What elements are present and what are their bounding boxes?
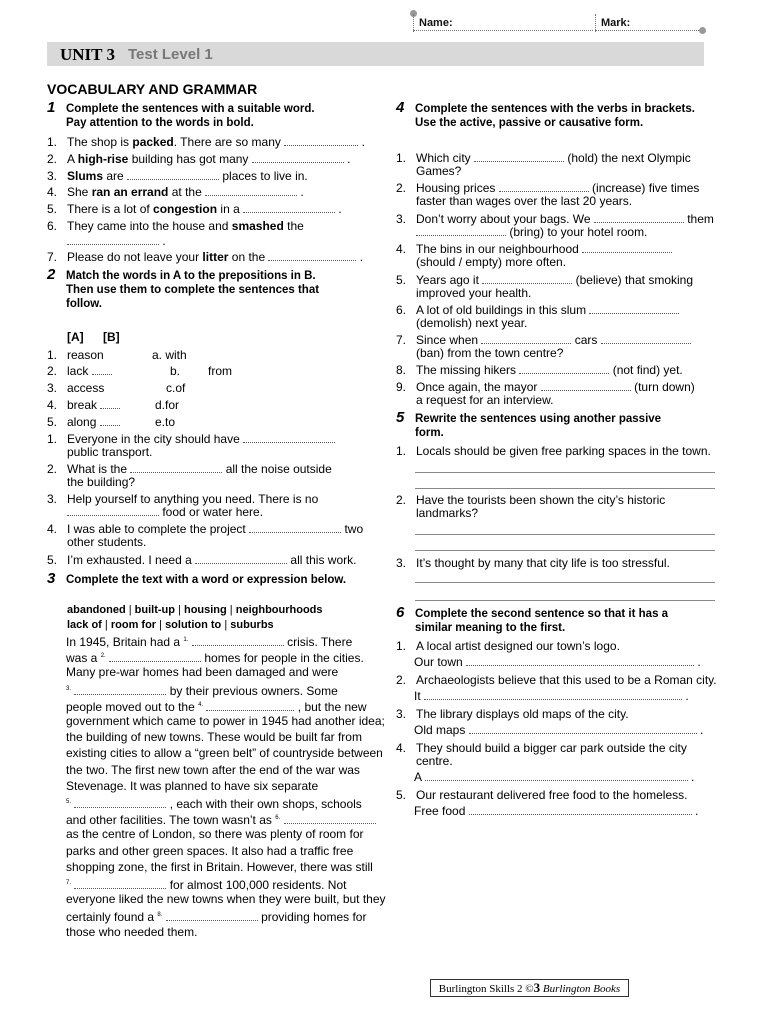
item-number: 3. (47, 381, 58, 395)
item-number: 3. (47, 169, 58, 183)
item-number: 4. (47, 185, 58, 199)
instruction-line: Then use them to complete the sentences that (66, 284, 320, 296)
publisher-name: Burlington Books (542, 983, 621, 995)
footer-credit (430, 979, 629, 997)
sentence: Our restaurant delivered free food to the homeless. (416, 788, 688, 802)
sentence: It’s thought by many that city life is too stressful. (416, 556, 670, 570)
sentence-continued: other students. (67, 535, 147, 549)
word-separator: | (125, 604, 135, 616)
word-separator: | (156, 619, 166, 631)
sentence-start: Our town . (414, 655, 701, 669)
text-line: parks and other green spaces. It also had a traffic free (66, 843, 354, 858)
answer-blank[interactable] (67, 233, 159, 245)
answer-blank[interactable] (205, 184, 297, 196)
text-line: people moved out to the $^{4.}$ , but the new (66, 699, 367, 714)
preposition-b: b. (170, 364, 181, 378)
corner-dot (699, 27, 706, 34)
answer-blank[interactable] (481, 332, 571, 344)
gap-number: 1. (183, 637, 189, 643)
sentence: Help yourself to anything you need. There is no (67, 492, 319, 506)
sentence-continued: landmarks? (416, 506, 479, 520)
preposition-b: a. with (152, 348, 187, 362)
word-option: solution to (165, 619, 222, 631)
text-line: $^{7.}$ for almost 100,000 residents. Not (66, 878, 347, 892)
text-line: was a $^{2.}$ homes for people in the cities. (66, 651, 364, 666)
sentence-continued: centre. (416, 754, 453, 768)
item-number: 1. (396, 444, 407, 458)
sentence-start: Old maps . (414, 723, 704, 737)
text-line: as the centre of London, so there was plenty of room for (66, 827, 364, 842)
item-number: 7. (396, 333, 407, 347)
sentence: A high-rise building has got many . (67, 152, 351, 166)
item-number: 3. (396, 212, 407, 226)
sentence-start: It . (414, 689, 689, 703)
item-number: 3. (396, 556, 407, 570)
answer-blank[interactable] (284, 812, 376, 824)
sentence-start: Free food . (414, 804, 699, 818)
key-word: litter (202, 250, 229, 264)
sentence-continued: (should / empty) more often. (416, 255, 567, 269)
text-line: shopping zone, the first in Britain. However, there was still (66, 859, 373, 874)
answer-blank[interactable] (127, 168, 219, 180)
sentence: The missing hikers (not find) yet. (416, 363, 683, 377)
item-number: 1. (47, 135, 58, 149)
answer-blank[interactable] (195, 552, 287, 564)
gap-number: 4. (198, 701, 204, 708)
text-line: government which came to power in 1945 had another idea; (66, 714, 385, 728)
sentence: The library displays old maps of the city. (416, 707, 629, 721)
answer-blank[interactable] (474, 150, 564, 162)
item-number: 1. (396, 639, 407, 653)
text-line: and other facilities. The town wasn’t as $^{6.}$ (66, 810, 376, 828)
word-separator: | (174, 604, 184, 616)
exercise-instruction (66, 102, 315, 130)
answer-blank[interactable] (482, 272, 572, 284)
instruction-line: Match the words in A to the prepositions in B. (66, 270, 316, 282)
answer-blank[interactable] (100, 414, 120, 426)
word-option: room for (110, 619, 157, 631)
sentence-continued: a request for an interview. (416, 393, 554, 407)
sentence: Once again, the mayor (turn down) (416, 380, 695, 394)
item-number: 4. (47, 522, 58, 536)
instruction-line: Complete the sentences with the verbs in brackets. (415, 103, 695, 115)
item-number: 5. (396, 273, 407, 287)
sentence-continued: (bring) to your hotel room. (416, 224, 647, 240)
item-number: 5. (47, 553, 58, 567)
sentence: Housing prices (increase) five times (416, 181, 700, 195)
text-line: Many pre-war homes had been damaged and were (66, 665, 339, 680)
key-word: congestion (153, 202, 218, 216)
sentence: The bins in our neighbourhood (416, 241, 672, 257)
answer-blank[interactable] (243, 201, 335, 213)
exercise-number: 2 (47, 266, 56, 283)
answer-blank[interactable] (499, 180, 589, 192)
sentence: They should build a bigger car park outside the city (416, 741, 687, 755)
publisher-logo: 3 (533, 980, 541, 995)
sentence: I was able to complete the project two (67, 522, 364, 536)
item-number: 7. (47, 250, 58, 264)
word-option: lack of (67, 619, 102, 631)
column-a-header: [A] (67, 330, 84, 344)
gap-number: 2. (100, 653, 106, 660)
text-line: $^{5.}$ , each with their own shops, schools (66, 797, 362, 811)
answer-blank[interactable] (541, 379, 631, 391)
instruction-line: Complete the second sentence so that it has a (415, 608, 669, 620)
sentence-continued: faster than wages over the last 20 years. (416, 194, 633, 208)
item-number: 5. (396, 788, 407, 802)
word-a: access (67, 381, 105, 395)
item-number: 2. (396, 493, 407, 507)
instruction-line: Use the active, passive or causative form. (415, 117, 644, 129)
exercise-number: 5 (396, 409, 405, 426)
text-line: the two. The first new town after the end of the war was (66, 762, 360, 777)
sentence: Since when cars (416, 332, 691, 348)
exercise-instruction: Complete the text with a word or expression below. (66, 574, 347, 586)
instruction-line: Complete the sentences with a suitable word. (66, 103, 315, 115)
item-number: 5. (47, 202, 58, 216)
answer-line[interactable] (415, 582, 715, 583)
section-title: VOCABULARY AND GRAMMAR (47, 81, 258, 97)
exercise-number: 1 (47, 99, 56, 116)
gap-number: 5. (66, 799, 72, 805)
sentence-continued: the building? (67, 475, 136, 489)
exercise-instruction (66, 269, 319, 311)
answer-blank[interactable] (424, 688, 682, 700)
sentence: She ran an errand at the . (67, 185, 304, 199)
gap-number: 8. (157, 912, 163, 919)
gap-number: 6. (275, 815, 281, 822)
footer-text: Burlington Skills 2 © (438, 983, 534, 995)
item-number: 9. (396, 380, 407, 394)
text-line: $^{3.}$ by their previous owners. Some (66, 683, 338, 698)
item-number: 1. (396, 151, 407, 165)
exercise-number: 3 (47, 570, 56, 587)
word-option: neighbourhoods (235, 604, 323, 616)
word-option: built-up (134, 604, 175, 616)
answer-blank[interactable] (74, 683, 166, 695)
item-number: 1. (47, 348, 58, 362)
preposition-b: d.for (155, 398, 180, 412)
answer-blank[interactable] (582, 241, 672, 253)
text-line: Stevenage. It was planned to have six separate (66, 778, 319, 793)
answer-blank[interactable] (67, 504, 159, 516)
item-number: 8. (396, 363, 407, 377)
sentence: Archaeologists believe that this used to be a Roman city. (416, 673, 717, 687)
instruction-line: similar meaning to the first. (415, 622, 566, 634)
answer-blank[interactable] (109, 650, 201, 662)
key-word: packed (132, 135, 174, 149)
sentence: Which city (hold) the next Olympic (416, 151, 691, 165)
sentence-continued: (ban) from the town centre? (416, 346, 564, 360)
word-separator: | (226, 604, 236, 616)
unit-header-band (47, 42, 704, 66)
item-number: 3. (47, 492, 58, 506)
word-a: break (67, 397, 120, 413)
answer-blank[interactable] (425, 769, 688, 781)
word-a: along (67, 414, 120, 430)
word-separator: | (221, 619, 231, 631)
instruction-line: Pay attention to the words in bold. (66, 117, 254, 129)
answer-blank[interactable] (130, 461, 222, 473)
answer-blank[interactable] (249, 521, 341, 533)
item-number: 2. (47, 462, 58, 476)
answer-blank[interactable] (466, 654, 694, 666)
instruction-line: form. (415, 427, 444, 439)
sentence: A lot of old buildings in this slum (416, 302, 679, 318)
unit-title: UNIT 3 (60, 45, 115, 64)
item-number: 6. (47, 219, 58, 233)
mark-field[interactable] (595, 30, 703, 31)
preposition-b: from (208, 364, 232, 378)
text-line: In 1945, Britain had a $^{1.}$ crisis. There (66, 635, 353, 649)
mark-label: Mark: (601, 17, 631, 29)
sentence: I’m exhausted. I need a all this work. (67, 553, 357, 567)
sentence: Years ago it (believe) that smoking (416, 273, 694, 287)
text-line: those who needed them. (66, 924, 198, 939)
key-word: ran an errand (91, 185, 169, 199)
answer-line[interactable] (415, 600, 715, 601)
key-word: high-rise (77, 152, 129, 166)
text-line: certainly found a $^{8.}$ providing homes for (66, 910, 367, 925)
text-line: the building of new towns. These would be built far from (66, 730, 362, 745)
sentence: What is the all the noise outside (67, 462, 332, 476)
answer-line[interactable] (415, 472, 715, 473)
answer-blank[interactable] (92, 363, 112, 375)
answer-blank[interactable] (469, 803, 692, 815)
item-number: 4. (396, 242, 407, 256)
answer-line[interactable] (415, 550, 715, 551)
word-a: lack (67, 363, 112, 379)
sentence-continued: (demolish) next year. (416, 316, 528, 330)
sentence: Don’t worry about your bags. We them (416, 212, 714, 226)
word-a: reason (67, 348, 104, 362)
answer-blank[interactable] (519, 362, 609, 374)
sentence-continued: . (67, 233, 166, 249)
sentence-continued: food or water here. (67, 504, 263, 520)
name-mark-box (413, 14, 703, 32)
instruction-line: Rewrite the sentences using another passive (415, 413, 662, 425)
answer-blank[interactable] (589, 302, 679, 314)
sentence: Everyone in the city should have (67, 431, 335, 447)
exercise-instruction (415, 102, 695, 130)
item-number: 1. (47, 432, 58, 446)
item-number: 2. (47, 152, 58, 166)
item-number: 3. (396, 707, 407, 721)
sentence: Slums are places to live in. (67, 169, 308, 183)
answer-blank[interactable] (601, 332, 691, 344)
exercise-instruction (415, 607, 668, 635)
answer-blank[interactable] (594, 211, 684, 223)
answer-line[interactable] (415, 488, 715, 489)
answer-blank[interactable] (243, 431, 335, 443)
exercise-number: 6 (396, 604, 405, 621)
text-line: existing cities to allow a “green belt” of countryside between (66, 746, 383, 761)
key-word: Slums (67, 169, 104, 183)
answer-blank[interactable] (284, 134, 358, 146)
answer-blank[interactable] (268, 249, 356, 261)
answer-blank[interactable] (416, 224, 506, 236)
item-number: 6. (396, 303, 407, 317)
sentence: Locals should be given free parking spaces in the town. (416, 444, 711, 458)
preposition-b: e.to (155, 415, 176, 429)
word-box-line (67, 618, 323, 633)
answer-blank[interactable] (74, 796, 166, 808)
sentence: They came into the house and smashed the (67, 219, 304, 233)
name-field[interactable] (413, 30, 593, 31)
key-word: smashed (231, 219, 284, 233)
sentence-continued: public transport. (67, 445, 153, 459)
exercise-number: 4 (396, 99, 405, 116)
item-number: 5. (47, 415, 58, 429)
test-level: Test Level 1 (128, 46, 213, 63)
preposition-b: c.of (166, 381, 186, 395)
answer-blank[interactable] (469, 722, 697, 734)
answer-line[interactable] (415, 534, 715, 535)
item-number: 4. (47, 398, 58, 412)
item-number: 2. (396, 181, 407, 195)
gap-number: 7. (66, 880, 72, 886)
gap-number: 3. (66, 685, 72, 692)
sentence: A local artist designed our town’s logo. (416, 639, 620, 653)
word-separator: | (101, 619, 111, 631)
text-line: everyone liked the new towns when they were built, but they (66, 892, 386, 907)
answer-blank[interactable] (166, 909, 258, 921)
instruction-line: follow. (66, 298, 102, 310)
item-number: 4. (396, 741, 407, 755)
word-option: abandoned (67, 604, 126, 616)
sentence: Have the tourists been shown the city’s historic (416, 493, 666, 507)
word-box-line (67, 603, 323, 618)
name-label: Name: (419, 17, 453, 29)
answer-blank[interactable] (100, 397, 120, 409)
sentence-start: A . (414, 770, 695, 784)
word-option: suburbs (230, 619, 274, 631)
answer-blank[interactable] (192, 634, 284, 646)
item-number: 2. (47, 364, 58, 378)
answer-blank[interactable] (252, 151, 344, 163)
exercise-instruction (415, 412, 661, 440)
word-option: housing (183, 604, 227, 616)
sentence: Please do not leave your litter on the . (67, 250, 364, 264)
sentence-continued: Games? (416, 164, 462, 178)
column-b-header: [B] (103, 330, 120, 344)
sentence-continued: improved your health. (416, 286, 532, 300)
answer-blank[interactable] (74, 877, 166, 889)
sentence: There is a lot of congestion in a . (67, 202, 342, 216)
answer-blank[interactable] (206, 699, 294, 711)
item-number: 2. (396, 673, 407, 687)
sentence: The shop is packed. There are so many . (67, 135, 365, 149)
word-box (67, 603, 323, 633)
